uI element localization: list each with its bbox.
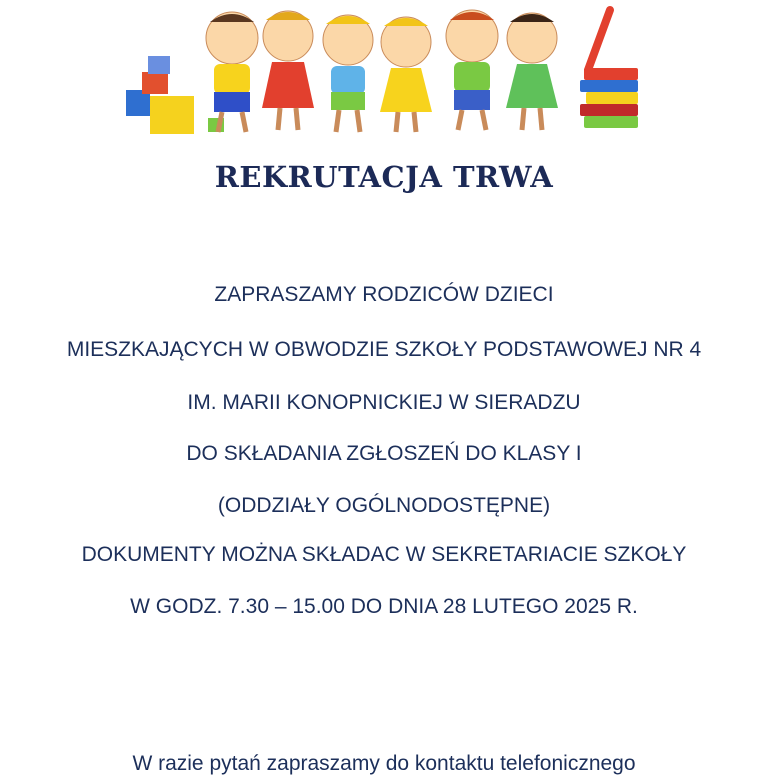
announcement-line: DOKUMENTY MOŻNA SKŁADAC W SEKRETARIACIE SZKOŁY — [81, 543, 687, 566]
announcement-line: MIESZKAJĄCYCH W OBWODZIE SZKOŁY PODSTAWOWEJ NR 4 — [66, 338, 702, 361]
children-holding-hands-illustration — [110, 0, 658, 150]
child-figure — [206, 12, 258, 132]
announcement-line: (ODDZIAŁY OGÓLNODOSTĘPNE) — [217, 494, 551, 517]
child-figure — [380, 17, 432, 132]
stack-of-books-icon — [580, 68, 638, 128]
child-figure — [323, 15, 373, 132]
child-figure — [262, 11, 314, 130]
child-figure — [506, 13, 558, 130]
announcement-line: DO SKŁADANIA ZGŁOSZEŃ DO KLASY I — [186, 442, 582, 465]
contact-note: W razie pytań zapraszamy do kontaktu telefonicznego — [132, 752, 636, 775]
child-figure — [446, 10, 498, 130]
pencil-icon — [588, 10, 610, 70]
announcement-line: IM. MARII KONOPNICKIEJ W SIERADZU — [187, 391, 581, 414]
announcement-line: ZAPRASZAMY RODZICÓW DZIECI — [214, 283, 554, 306]
recruitment-headline: REKRUTACJA TRWA — [214, 160, 554, 194]
announcement-line: W GODZ. 7.30 – 15.00 DO DNIA 28 LUTEGO 2025 R. — [130, 595, 638, 618]
toy-blocks-icon — [126, 56, 224, 134]
